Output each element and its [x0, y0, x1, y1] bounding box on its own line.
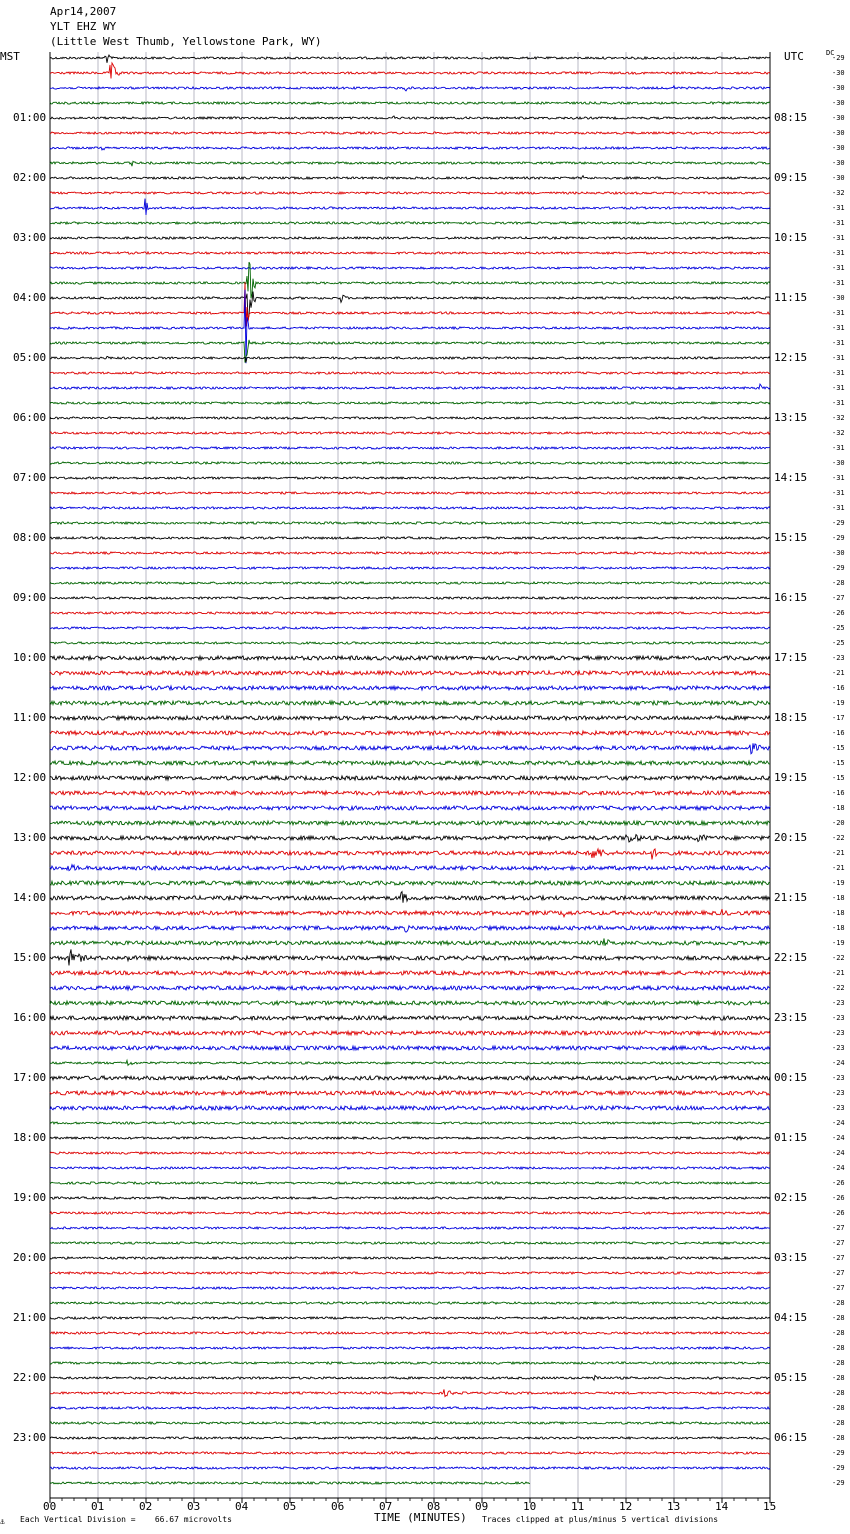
utc-hour-label: 19:15 [774, 771, 808, 784]
mst-hour-label: 03:00 [13, 231, 47, 244]
mst-hour-label: 16:00 [13, 1011, 47, 1024]
seismic-trace [50, 552, 770, 554]
seismic-trace [50, 282, 770, 326]
mst-hour-label: 02:00 [13, 171, 47, 184]
x-tick-label: 09 [475, 1500, 489, 1513]
seismic-trace [50, 1152, 770, 1154]
seismic-trace [50, 642, 770, 644]
x-tick-label: 13 [667, 1500, 681, 1513]
seismic-trace [50, 1167, 770, 1169]
dc-offset-value: -30 [832, 549, 845, 557]
seismic-trace [50, 776, 770, 780]
seismic-trace [50, 402, 770, 404]
mst-hour-label: 22:00 [13, 1371, 47, 1384]
dc-offset-value: -18 [832, 894, 845, 902]
seismic-trace [50, 86, 770, 91]
dc-offset-value: -31 [832, 309, 845, 317]
plot-date: Apr14,2007 [50, 5, 117, 18]
dc-offset-value: -30 [832, 144, 845, 152]
utc-hour-label: 20:15 [774, 831, 808, 844]
seismic-trace [50, 1046, 770, 1050]
dc-offset-value: -25 [832, 624, 845, 632]
seismic-trace [50, 686, 770, 690]
seismic-trace [50, 537, 770, 539]
dc-offset-value: -28 [832, 1359, 845, 1367]
seismic-trace [50, 292, 770, 321]
x-tick-label: 14 [715, 1500, 729, 1513]
dc-offset-title: DC [826, 49, 835, 57]
dc-offset-value: -23 [832, 1029, 845, 1037]
seismic-trace [50, 1302, 770, 1304]
dc-offset-value: -30 [832, 69, 845, 77]
seismic-trace [50, 656, 770, 660]
seismic-trace [50, 522, 770, 524]
utc-hour-label: 12:15 [774, 351, 808, 364]
seismic-trace [50, 1332, 770, 1335]
x-tick-label: 02 [139, 1500, 153, 1513]
seismic-trace [50, 1407, 770, 1409]
x-tick-label: 03 [187, 1500, 201, 1513]
dc-offset-value: -27 [832, 1239, 845, 1247]
dc-offset-value: -23 [832, 999, 845, 1007]
seismic-trace [50, 597, 770, 599]
seismic-trace [50, 1227, 770, 1229]
seismic-trace [50, 237, 770, 239]
x-axis-title: TIME (MINUTES) [374, 1511, 467, 1524]
dc-offset-value: -28 [832, 1344, 845, 1352]
dc-offset-value: -30 [832, 114, 845, 122]
mst-hour-label: 14:00 [13, 891, 47, 904]
utc-hour-label: 04:15 [774, 1311, 808, 1324]
dc-offset-value: -31 [832, 204, 845, 212]
seismic-trace [50, 1076, 770, 1080]
dc-offset-value: -28 [832, 1404, 845, 1412]
x-tick-label: 07 [379, 1500, 393, 1513]
dc-offset-value: -32 [832, 429, 845, 437]
x-tick-label: 05 [283, 1500, 297, 1513]
utc-hour-label: 22:15 [774, 951, 808, 964]
dc-offset-value: -28 [832, 1374, 845, 1382]
dc-offset-value: -29 [832, 564, 845, 572]
seismic-trace [50, 892, 770, 903]
seismic-trace [50, 1122, 770, 1124]
seismic-trace [50, 192, 770, 194]
seismic-trace [50, 761, 770, 765]
x-tick-label: 11 [571, 1500, 585, 1513]
dc-offset-value: -22 [832, 834, 845, 842]
dc-offset-value: -23 [832, 1104, 845, 1112]
seismic-trace [50, 340, 770, 363]
seismic-trace [50, 384, 770, 389]
seismic-trace [50, 835, 770, 842]
mst-hour-label: 23:00 [13, 1431, 47, 1444]
dc-offset-value: -29 [832, 519, 845, 527]
seismic-trace [50, 176, 770, 179]
seismic-trace [50, 1452, 770, 1454]
utc-hour-label: 23:15 [774, 1011, 808, 1024]
dc-offset-value: -31 [832, 369, 845, 377]
seismic-trace [50, 1197, 770, 1199]
utc-hour-label: 16:15 [774, 591, 808, 604]
mst-hour-label: 21:00 [13, 1311, 47, 1324]
x-tick-label: 15 [763, 1500, 777, 1513]
x-tick-label: 04 [235, 1500, 249, 1513]
dc-offset-value: -21 [832, 849, 845, 857]
dc-offset-value: -26 [832, 1179, 845, 1187]
dc-offset-value: -32 [832, 189, 845, 197]
x-tick-label: 10 [523, 1500, 537, 1513]
seismic-trace [50, 1060, 770, 1065]
mst-hour-label: 01:00 [13, 111, 47, 124]
dc-offset-value: -23 [832, 654, 845, 662]
station-code: YLT EHZ WY [50, 20, 117, 33]
dc-offset-value: -16 [832, 729, 845, 737]
seismic-trace [50, 1031, 770, 1035]
dc-offset-value: -28 [832, 1389, 845, 1397]
scale-note: Each Vertical Division = 66.67 microvolts [20, 1515, 232, 1524]
dc-offset-value: -30 [832, 129, 845, 137]
seismic-trace [50, 477, 770, 479]
seismic-trace [50, 881, 770, 885]
seismic-trace [50, 1091, 770, 1095]
seismic-trace [50, 1362, 770, 1364]
dc-offset-value: -19 [832, 939, 845, 947]
dc-offset-value: -20 [832, 819, 845, 827]
seismic-trace [50, 926, 770, 933]
dc-offset-value: -23 [832, 1014, 845, 1022]
x-tick-label: 12 [619, 1500, 633, 1513]
seismic-trace [50, 432, 770, 434]
seismic-trace [50, 447, 770, 449]
seismic-trace [50, 1317, 770, 1319]
mst-hour-label: 09:00 [13, 591, 47, 604]
utc-hour-label: 10:15 [774, 231, 808, 244]
seismic-trace [50, 938, 770, 945]
dc-offset-value: -31 [832, 249, 845, 257]
seismic-trace [50, 1375, 770, 1380]
dc-offset-value: -30 [832, 459, 845, 467]
seismic-trace [50, 462, 770, 464]
dc-offset-value: -28 [832, 1329, 845, 1337]
x-tick-label: 06 [331, 1500, 345, 1513]
dc-offset-value: -21 [832, 669, 845, 677]
seismic-trace [50, 971, 770, 975]
seismic-trace [50, 986, 770, 990]
seismic-trace [50, 1467, 770, 1469]
utc-hour-label: 06:15 [774, 1431, 808, 1444]
seismic-trace [50, 372, 770, 374]
utc-axis-title: UTC [784, 50, 804, 63]
utc-hour-label: 09:15 [774, 171, 808, 184]
seismic-trace [50, 161, 770, 166]
dc-offset-value: -31 [832, 324, 845, 332]
seismic-trace [50, 1106, 770, 1110]
seismic-trace [50, 1287, 770, 1289]
seismic-trace [50, 716, 770, 720]
dc-offset-value: -18 [832, 909, 845, 917]
seismic-trace [50, 1389, 770, 1396]
dc-offset-value: -29 [832, 534, 845, 542]
dc-offset-value: -21 [832, 864, 845, 872]
seismic-trace [50, 909, 770, 917]
clip-note: Traces clipped at plus/minus 5 vertical divisions [482, 1515, 719, 1524]
utc-hour-label: 03:15 [774, 1251, 808, 1264]
x-tick-label: 01 [91, 1500, 105, 1513]
seismic-trace [50, 1242, 770, 1244]
mst-hour-label: 20:00 [13, 1251, 47, 1264]
mst-hour-label: 05:00 [13, 351, 47, 364]
seismic-trace [50, 492, 770, 494]
seismic-trace [50, 55, 770, 63]
seismic-trace [50, 1347, 770, 1349]
x-tick-label: 00 [43, 1500, 57, 1513]
mst-hour-label: 06:00 [13, 411, 47, 424]
seismic-trace [50, 417, 770, 419]
dc-offset-value: -15 [832, 759, 845, 767]
seismic-trace [50, 102, 770, 104]
dc-offset-value: -15 [832, 744, 845, 752]
dc-offset-value: -22 [832, 984, 845, 992]
seismic-trace [50, 849, 770, 860]
dc-offset-value: -16 [832, 789, 845, 797]
utc-hour-label: 00:15 [774, 1071, 808, 1084]
seismic-trace [50, 1001, 770, 1005]
seismic-trace [50, 743, 770, 754]
utc-hour-label: 02:15 [774, 1191, 808, 1204]
dc-offset-value: -29 [832, 1449, 845, 1457]
dc-offset-value: -32 [832, 414, 845, 422]
mst-hour-label: 04:00 [13, 291, 47, 304]
seismic-trace [50, 507, 770, 509]
seismic-trace [50, 290, 770, 364]
seismic-trace [50, 865, 770, 871]
utc-hour-label: 14:15 [774, 471, 808, 484]
dc-offset-value: -27 [832, 594, 845, 602]
dc-offset-value: -17 [832, 714, 845, 722]
utc-hour-label: 21:15 [774, 891, 808, 904]
dc-offset-value: -31 [832, 279, 845, 287]
seismic-trace [50, 1016, 770, 1020]
dc-offset-value: -29 [832, 1479, 845, 1487]
dc-offset-value: -31 [832, 264, 845, 272]
utc-hour-label: 05:15 [774, 1371, 808, 1384]
mst-axis-title: MST [0, 50, 20, 63]
seismic-trace [50, 1212, 770, 1214]
seismic-trace [50, 116, 770, 119]
dc-offset-value: -29 [832, 1464, 845, 1472]
dc-offset-value: -31 [832, 339, 845, 347]
dc-offset-value: -24 [832, 1059, 845, 1067]
dc-offset-value: -31 [832, 504, 845, 512]
mst-hour-label: 10:00 [13, 651, 47, 664]
mst-hour-label: 17:00 [13, 1071, 47, 1084]
station-location: (Little West Thumb, Yellowstone Park, WY) [50, 35, 322, 48]
seismic-trace [50, 582, 770, 584]
dc-offset-value: -31 [832, 219, 845, 227]
dc-offset-value: -15 [832, 774, 845, 782]
seismic-trace [50, 821, 770, 825]
dc-offset-value: -30 [832, 159, 845, 167]
dc-offset-value: -26 [832, 609, 845, 617]
dc-offset-value: -31 [832, 444, 845, 452]
dc-offset-value: -28 [832, 1419, 845, 1427]
seismic-trace [50, 1422, 770, 1424]
dc-offset-value: -27 [832, 1269, 845, 1277]
seismic-trace [50, 132, 770, 134]
seismic-trace [50, 949, 770, 965]
seismic-trace [50, 671, 770, 675]
dc-offset-value: -26 [832, 1194, 845, 1202]
dc-offset-value: -31 [832, 399, 845, 407]
utc-hour-label: 11:15 [774, 291, 808, 304]
seismic-trace [50, 1272, 770, 1274]
seismic-trace [50, 356, 770, 362]
seismic-trace [50, 612, 770, 614]
utc-hour-label: 08:15 [774, 111, 808, 124]
dc-offset-value: -31 [832, 234, 845, 242]
dc-offset-value: -26 [832, 1209, 845, 1217]
mst-hour-label: 08:00 [13, 531, 47, 544]
dc-offset-value: -28 [832, 1299, 845, 1307]
corner-mark: ⚓ [0, 1517, 5, 1526]
dc-offset-value: -31 [832, 384, 845, 392]
dc-offset-value: -28 [832, 579, 845, 587]
dc-offset-value: -30 [832, 84, 845, 92]
dc-offset-value: -22 [832, 954, 845, 962]
mst-hour-label: 07:00 [13, 471, 47, 484]
mst-hour-label: 11:00 [13, 711, 47, 724]
dc-offset-value: -23 [832, 1074, 845, 1082]
dc-offset-value: -18 [832, 924, 845, 932]
seismic-trace [50, 1182, 770, 1184]
dc-offset-value: -25 [832, 639, 845, 647]
mst-hour-label: 13:00 [13, 831, 47, 844]
dc-offset-value: -30 [832, 294, 845, 302]
seismic-trace [50, 701, 770, 705]
dc-offset-value: -27 [832, 1254, 845, 1262]
dc-offset-value: -23 [832, 1044, 845, 1052]
dc-offset-value: -21 [832, 969, 845, 977]
dc-offset-value: -24 [832, 1119, 845, 1127]
mst-hour-label: 12:00 [13, 771, 47, 784]
utc-hour-label: 13:15 [774, 411, 808, 424]
utc-hour-label: 18:15 [774, 711, 808, 724]
dc-offset-value: -31 [832, 489, 845, 497]
dc-offset-value: -19 [832, 699, 845, 707]
dc-offset-value: -30 [832, 174, 845, 182]
dc-offset-value: -27 [832, 1284, 845, 1292]
mst-hour-label: 18:00 [13, 1131, 47, 1144]
seismic-trace [50, 1136, 770, 1140]
seismic-trace [50, 806, 770, 810]
seismic-trace [50, 147, 770, 150]
seismic-trace [50, 63, 770, 79]
dc-offset-value: -16 [832, 684, 845, 692]
seismic-trace [50, 731, 770, 735]
seismic-trace [50, 1437, 770, 1439]
seismic-trace [50, 252, 770, 254]
seismic-trace [50, 567, 770, 569]
x-tick-label: 08 [427, 1500, 441, 1513]
dc-offset-value: -31 [832, 354, 845, 362]
utc-hour-label: 17:15 [774, 651, 808, 664]
dc-offset-value: -19 [832, 879, 845, 887]
dc-offset-value: -18 [832, 804, 845, 812]
seismic-trace [50, 1257, 770, 1259]
seismic-trace [50, 222, 770, 224]
seismic-trace [50, 199, 770, 215]
dc-offset-value: -24 [832, 1149, 845, 1157]
dc-offset-value: -27 [832, 1224, 845, 1232]
dc-offset-value: -23 [832, 1089, 845, 1097]
dc-offset-value: -28 [832, 1314, 845, 1322]
mst-hour-label: 19:00 [13, 1191, 47, 1204]
seismic-trace [50, 791, 770, 795]
dc-offset-value: -24 [832, 1164, 845, 1172]
seismic-trace [50, 267, 770, 269]
dc-offset-value: -30 [832, 99, 845, 107]
dc-offset-value: -31 [832, 474, 845, 482]
dc-offset-value: -28 [832, 1434, 845, 1442]
mst-hour-label: 15:00 [13, 951, 47, 964]
utc-hour-label: 01:15 [774, 1131, 808, 1144]
seismic-trace [50, 627, 770, 629]
dc-offset-value: -29 [832, 54, 845, 62]
utc-hour-label: 15:15 [774, 531, 808, 544]
dc-offset-value: -24 [832, 1134, 845, 1142]
